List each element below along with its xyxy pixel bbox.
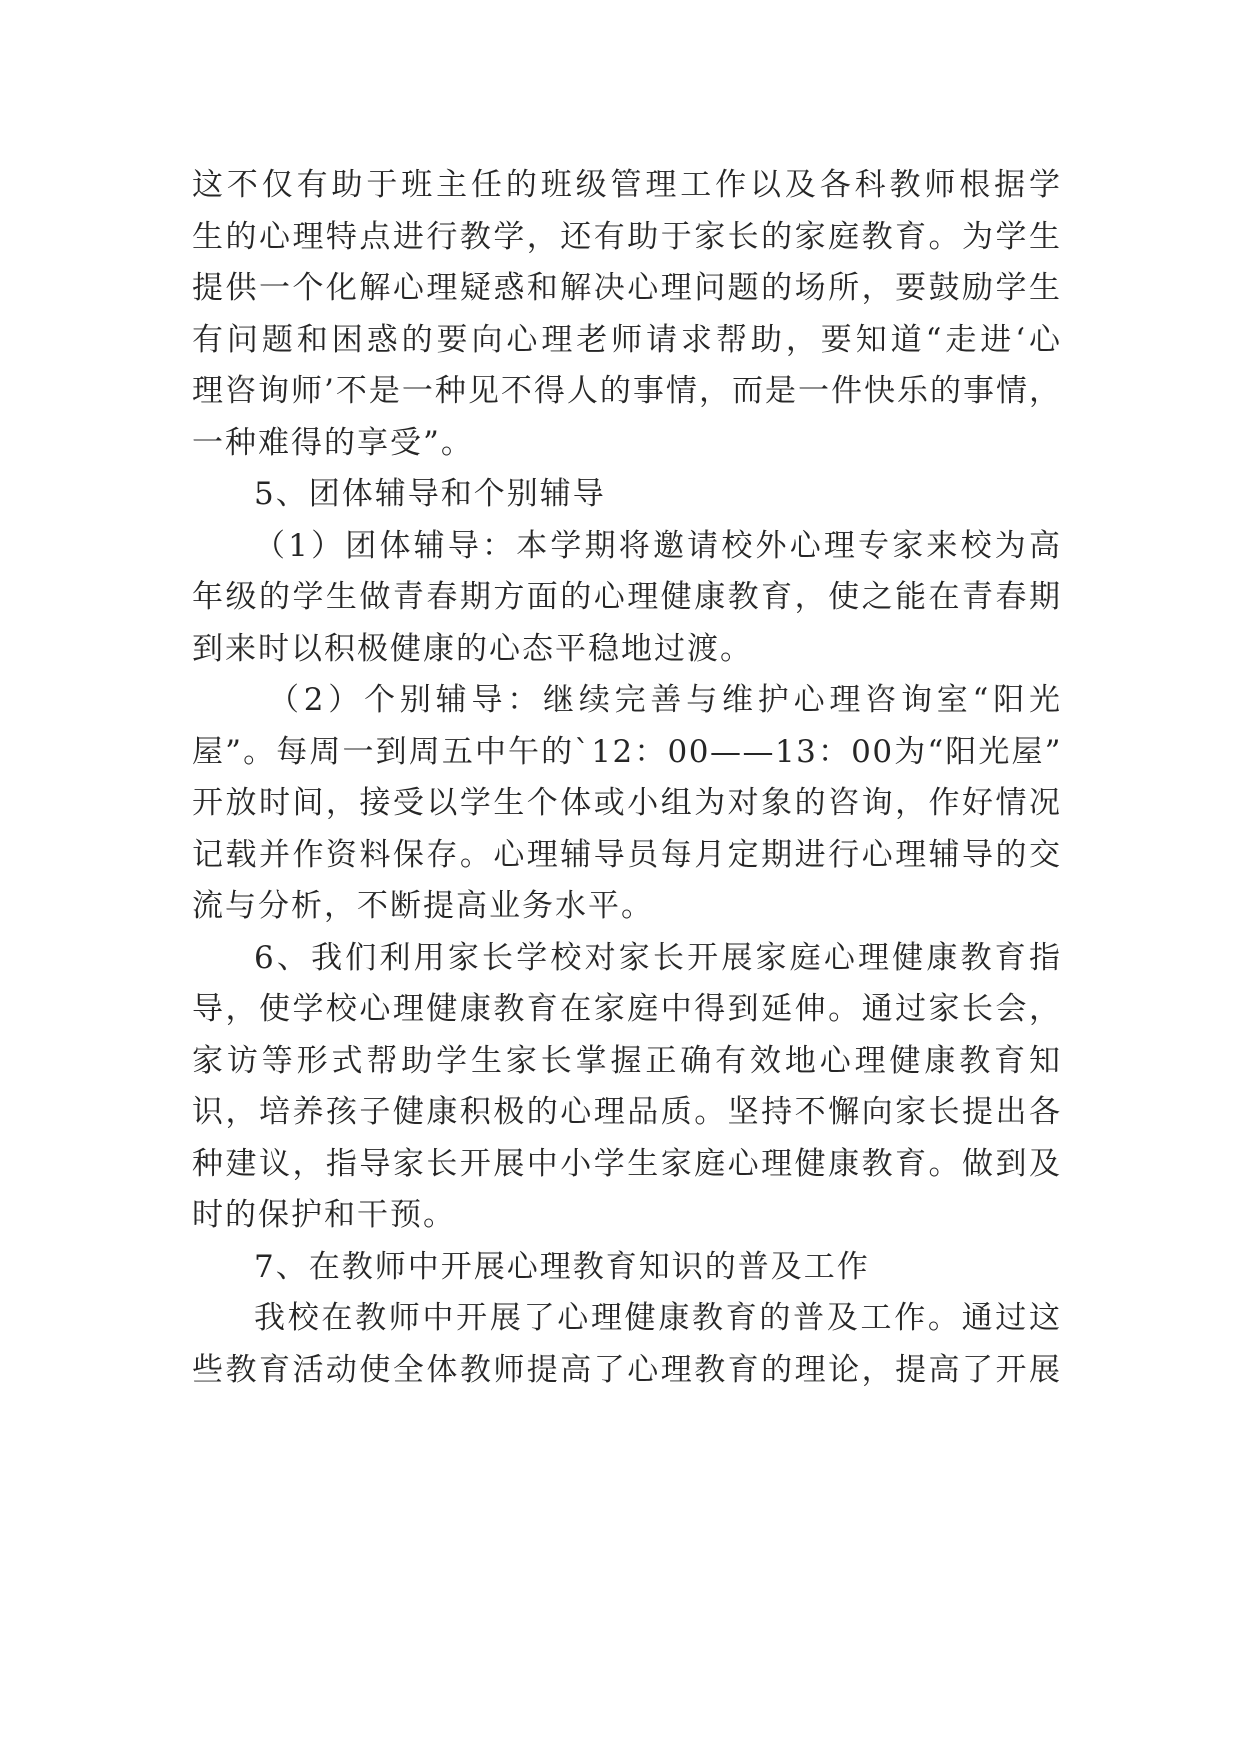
text-line: 屋”。每周一到周五中午的`12：00——13：00为“阳光屋” bbox=[192, 733, 1062, 770]
text-line: 到来时以积极健康的心态平稳地过渡。 bbox=[192, 630, 753, 667]
text-line: 时的保护和干预。 bbox=[192, 1197, 456, 1233]
text-line: 些教育活动使全体教师提高了心理教育的理论，提高了开展 bbox=[192, 1351, 1062, 1388]
text-line: 开放时间，接受以学生个体或小组为对象的咨询，作好情况 bbox=[192, 785, 1062, 821]
text-line: 流与分析，不断提高业务水平。 bbox=[192, 888, 654, 924]
text-line: 年级的学生做青春期方面的心理健康教育，使之能在青春期 bbox=[192, 579, 1062, 615]
text-line: 这不仅有助于班主任的班级管理工作以及各科教师根据学 bbox=[192, 167, 1062, 203]
text-line: 记载并作资料保存。心理辅导员每月定期进行心理辅导的交 bbox=[192, 836, 1062, 873]
text-line: 导，使学校心理健康教育在家庭中得到延伸。通过家长会， bbox=[192, 991, 1062, 1027]
text-line: 生的心理特点进行教学，还有助于家长的家庭教育。为学生 bbox=[192, 218, 1062, 255]
section-heading: 5、团体辅导和个别辅导 bbox=[254, 476, 606, 512]
text-line: 6、我们利用家长学校对家长开展家庭心理健康教育指 bbox=[254, 939, 1062, 976]
text-line: 种建议，指导家长开展中小学生家庭心理健康教育。做到及 bbox=[192, 1145, 1062, 1182]
text-line: 识，培养孩子健康积极的心理品质。坚持不懈向家长提出各 bbox=[192, 1094, 1062, 1130]
text-line: 理咨询师’不是一种见不得人的事情，而是一件快乐的事情， bbox=[192, 373, 1062, 409]
text-line: （1）团体辅导：本学期将邀请校外心理专家来校为高 bbox=[254, 527, 1062, 564]
document-body bbox=[192, 160, 1062, 1396]
text-line: 提供一个化解心理疑惑和解决心理问题的场所，要鼓励学生 bbox=[192, 270, 1062, 306]
text-line: 有问题和困惑的要向心理老师请求帮助，要知道“走进‘心 bbox=[192, 321, 1062, 358]
section-heading: 7、在教师中开展心理教育知识的普及工作 bbox=[254, 1248, 870, 1285]
text-line: 家访等形式帮助学生家长掌握正确有效地心理健康教育知 bbox=[192, 1042, 1062, 1079]
text-line: 一种难得的享受”。 bbox=[192, 424, 474, 461]
text-line: 我校在教师中开展了心理健康教育的普及工作。通过这 bbox=[254, 1300, 1062, 1336]
text-line: （2）个别辅导：继续完善与维护心理咨询室“阳光 bbox=[268, 682, 1062, 718]
